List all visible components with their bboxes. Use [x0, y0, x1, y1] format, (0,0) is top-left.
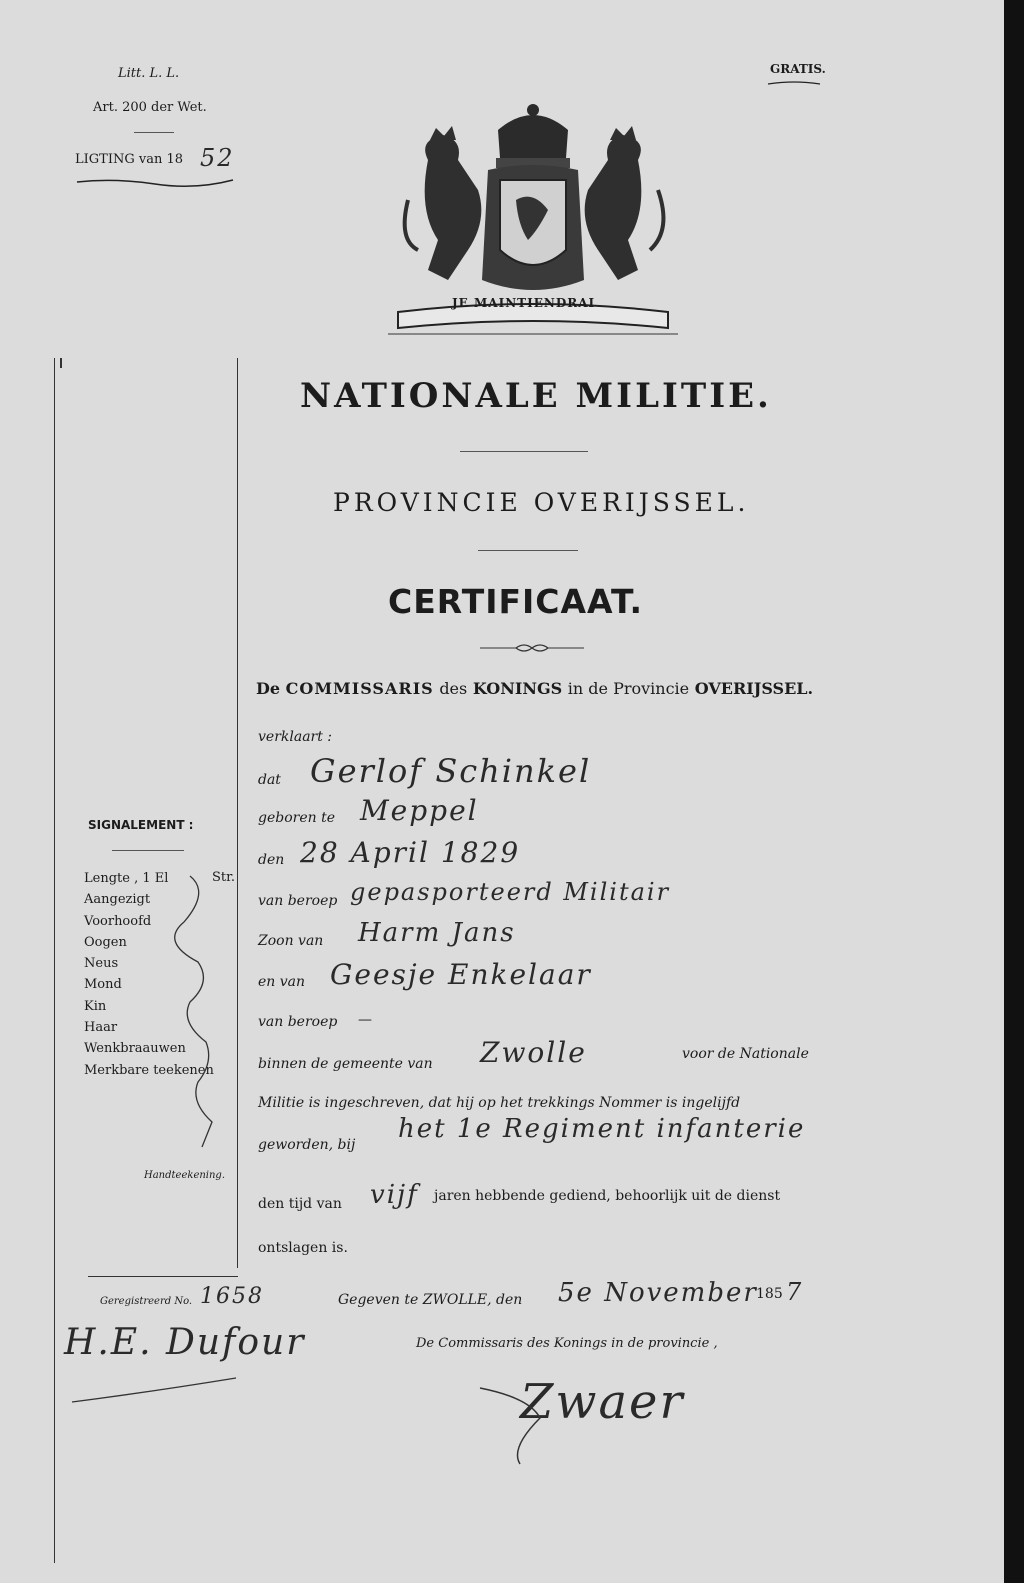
ligting-year-handwritten: 52 [200, 144, 235, 172]
clerk-flourish [70, 1372, 240, 1412]
title-nationale-militie: NATIONALE MILITIE. [300, 376, 772, 416]
signalement-item: Wenkbraauwen [84, 1041, 186, 1057]
intro-des: des [439, 679, 468, 698]
intro-de: De [256, 679, 281, 698]
mark [60, 358, 62, 368]
commissaris-signature: Zwaer [520, 1374, 685, 1430]
intro-in-de-provincie: in de Provincie [567, 679, 690, 698]
tijd-label: den tijd van [258, 1196, 342, 1212]
flourish [75, 176, 235, 190]
signature-flourish [470, 1378, 570, 1468]
handteekening-label: Handteekening. [144, 1170, 226, 1181]
signalement-item: Voorhoofd [84, 913, 152, 929]
gratis-label: GRATIS. [770, 62, 826, 76]
commissaris-line: De Commissaris des Konings in de provincie , [416, 1336, 718, 1351]
signalement-item: Haar [84, 1020, 118, 1036]
title-certificaat: CERTIFICAAT. [388, 582, 644, 621]
beroep2-label: van beroep [258, 1014, 338, 1030]
name-handwritten: Gerlof Schinkel [310, 752, 592, 790]
reference-litt: Litt. L. L. [118, 66, 180, 81]
signalement-item: Lengte , 1 El [84, 871, 169, 886]
divider [112, 850, 184, 851]
signalement-bracket [150, 872, 220, 1152]
reg-number-handwritten: 1658 [200, 1284, 264, 1309]
divider [460, 451, 588, 452]
signalement-item: Kin [84, 998, 107, 1014]
flourish [766, 80, 822, 88]
title-province: PROVINCIE OVERIJSSEL. [333, 488, 750, 517]
year-printed: 185 [756, 1286, 783, 1302]
birthplace-handwritten: Meppel [360, 794, 479, 827]
sidebar-vertical-rule [237, 358, 238, 1268]
page-left-rule [54, 358, 55, 1563]
municipality-handwritten: Zwolle [480, 1036, 587, 1069]
str-label: Str. [212, 870, 236, 885]
intro-konings: KONINGS [472, 679, 563, 698]
signalement-item: Neus [84, 956, 119, 972]
gegeven-label: Gegeven te ZWOLLE, den [338, 1292, 523, 1308]
geboren-label: geboren te [258, 810, 335, 826]
verklaart-label: verklaart : [258, 729, 333, 745]
father-handwritten: Harm Jans [358, 918, 516, 948]
den-label: den [258, 852, 285, 868]
ontslagen-label: ontslagen is. [258, 1240, 348, 1256]
signalement-item: Oogen [84, 934, 127, 950]
geregistreerd-label: Geregistreerd No. [100, 1296, 193, 1307]
motto: JE MAINTIENDRAI [452, 296, 596, 310]
signalement-item: Mond [84, 977, 122, 993]
reference-article: Art. 200 der Wet. [93, 100, 207, 115]
birthdate-handwritten: 28 April 1829 [300, 836, 521, 869]
en-van-label: en van [258, 974, 306, 990]
date-handwritten: 5e November [558, 1278, 758, 1308]
ornament [480, 642, 584, 654]
voor-label: voor de Nationale [682, 1046, 809, 1062]
ligting-label: LIGTING van 18 [75, 152, 183, 167]
year-handwritten: 7 [786, 1278, 804, 1306]
mother-handwritten: Geesje Enkelaar [330, 958, 592, 991]
divider [478, 550, 578, 551]
clerk-signature: H.E. Dufour [64, 1322, 306, 1363]
geworden-label: geworden, bij [258, 1137, 356, 1153]
jaren-label: jaren hebbende gediend, behoorlijk uit de dienst [434, 1188, 781, 1204]
militie-line: Militie is ingeschreven, dat hij op het trekkings Nommer is ingelijfd [258, 1095, 741, 1111]
gemeente-label: binnen de gemeente van [258, 1056, 433, 1072]
signalement-item: Merkbare teekenen [84, 1062, 214, 1078]
signalement-item: Aangezigt [84, 892, 151, 908]
regiment-handwritten: het 1e Regiment infanterie [398, 1114, 806, 1144]
divider [134, 132, 174, 133]
zoon-label: Zoon van [258, 933, 324, 949]
dat-label: dat [258, 772, 281, 788]
scan-edge [1004, 0, 1024, 1583]
beroep-label: van beroep [258, 893, 338, 909]
divider [88, 1276, 238, 1277]
years-handwritten: vijf [370, 1180, 419, 1210]
occupation-handwritten: gepasporteerd Militair [350, 878, 671, 906]
signalement-title: SIGNALEMENT : [88, 818, 194, 832]
occupation2-value: — [358, 1012, 372, 1028]
intro-province: OVERIJSSEL. [694, 679, 814, 698]
intro-line [256, 679, 813, 698]
intro-commissaris: COMMISSARIS [285, 679, 434, 698]
